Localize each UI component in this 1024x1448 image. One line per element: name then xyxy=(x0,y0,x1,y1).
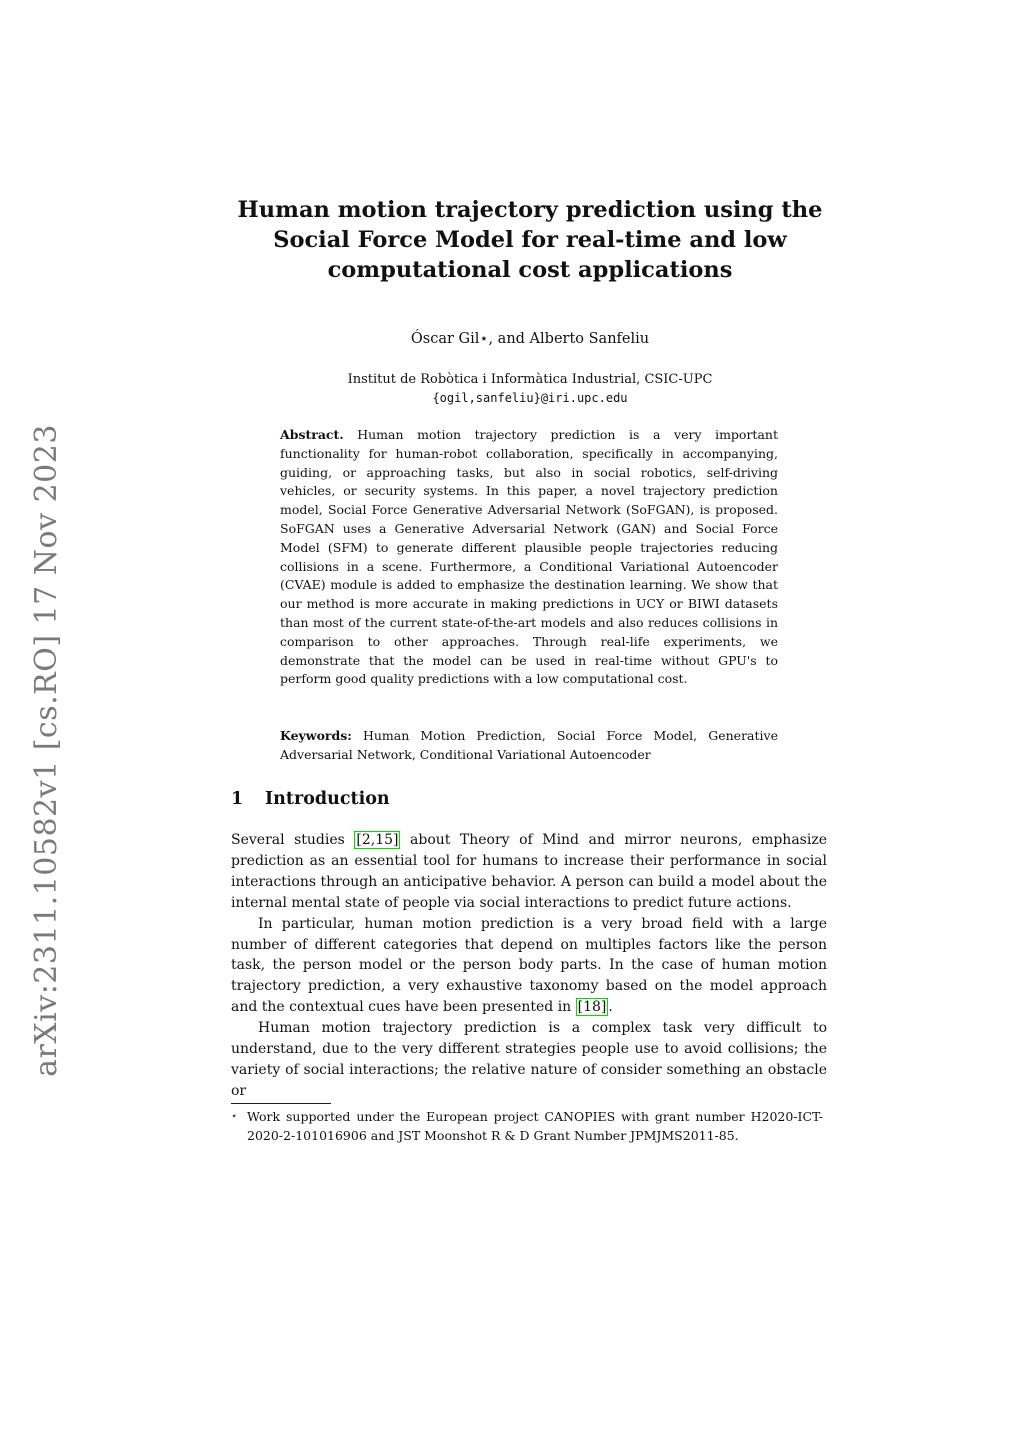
intro-p2-text-a: In particular, human motion prediction is a very broad field with a large number of different categories that depend on multiples factors like the person task, the person model or the person body parts. In the case of human motion trajectory prediction, a very exhaustive taxonomy based on the model approach and the contextual cues have been presented in xyxy=(231,915,827,1016)
citation-link[interactable]: [18] xyxy=(577,999,607,1016)
author-affiliation-block xyxy=(230,370,830,408)
keywords-label: Keywords: xyxy=(280,728,352,743)
paper-authors: Óscar Gil⋆, and Alberto Sanfeliu xyxy=(410,331,650,347)
arxiv-identifier-stamp xyxy=(16,423,76,1077)
keywords xyxy=(280,727,778,765)
intro-paragraph-3: Human motion trajectory prediction is a complex task very difficult to understand, due to the very different strategies people use to avoid collisions; the variety of social interactions; the relative nature of consider something an obstacle or xyxy=(231,1020,827,1099)
section-number: 1 xyxy=(231,789,244,809)
footnote-star-icon: ⋆ xyxy=(231,1111,238,1122)
abstract xyxy=(280,426,778,689)
introduction-body xyxy=(231,830,827,1102)
keywords-text: Human Motion Prediction, Social Force Model, Generative Adversarial Network, Conditional Variational Autoencoder xyxy=(280,728,778,762)
paper-title: Human motion trajectory prediction using the Social Force Model for real-time and low computational cost applications xyxy=(237,197,823,283)
affiliation-text: Institut de Robòtica i Informàtica Industrial, CSIC-UPC xyxy=(347,372,713,387)
intro-p2-text-b: . xyxy=(608,999,613,1016)
author-email: {ogil,sanfeliu}@iri.upc.edu xyxy=(432,391,628,405)
abstract-label: Abstract. xyxy=(280,427,344,442)
footnote xyxy=(231,1107,827,1145)
abstract-text: Human motion trajectory prediction is a very important functionality for human-robot collaboration, specifically in accompanying, guiding, or approaching tasks, but also in social robotics, self-driving vehicles, or security systems. In this paper, a novel trajectory prediction model, Social Force Generative Adversarial Network (SoFGAN), is proposed. SoFGAN uses a Generative Adversarial Network (GAN) and Social Force Model (SFM) to generate different plausible people trajectories reducing collisions in a scene. Furthermore, a Conditional Variational Autoencoder (CVAE) module is added to emphasize the destination learning. We show that our method is more accurate in making predictions in UCY or BIWI datasets than most of the current state-of-the-art models and also reduces collisions in comparison to other approaches. Through real-life experiments, we demonstrate that the model can be used in real-time without GPU's to perform good quality predictions with a low computational cost. xyxy=(280,427,778,687)
intro-p1-text-b: about Theory of Mind and mirror neurons, emphasize prediction as an essential tool for humans to increase their performance in social interactions through an anticipative behavior. A person can build a model about the internal mental state of people via social interactions to predict future actions. xyxy=(231,832,827,911)
citation-link[interactable]: [2,15] xyxy=(356,832,399,848)
intro-paragraph-2 xyxy=(231,914,827,1019)
section-heading-introduction xyxy=(231,789,390,809)
section-title: Introduction xyxy=(265,789,390,809)
footnote-divider xyxy=(231,1103,331,1104)
arxiv-identifier-text: arXiv:2311.10582v1 [cs.RO] 17 Nov 2023 xyxy=(28,423,64,1077)
footnote-text: Work supported under the European project CANOPIES with grant number H2020-ICT-2020-2-101016906 and JST Moonshot R & D Grant Number JPMJMS2011-85. xyxy=(247,1109,823,1143)
intro-paragraph-1 xyxy=(231,830,827,914)
intro-p1-text-a: Several studies xyxy=(231,832,355,848)
